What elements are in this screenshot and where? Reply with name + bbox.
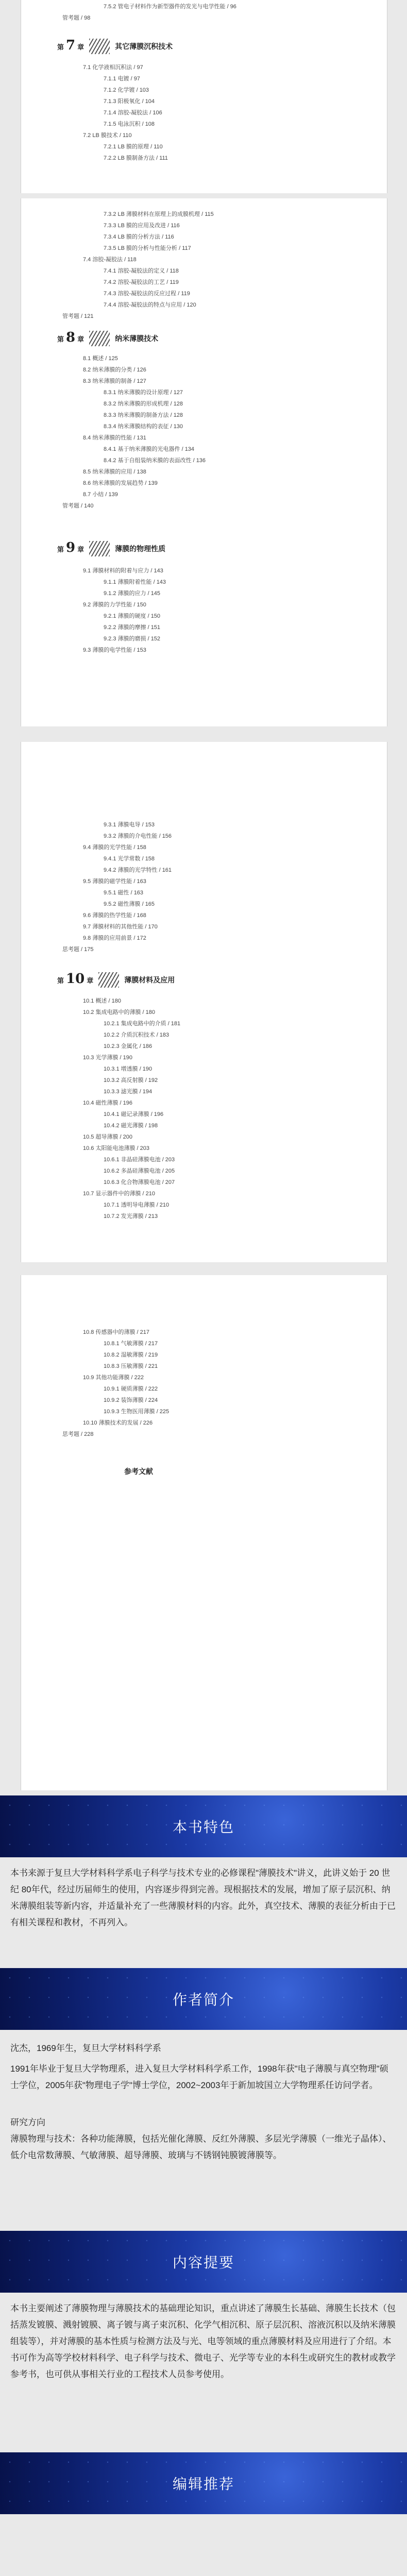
toc-line: 管考题 / 98	[62, 15, 91, 21]
toc-line: 10.8.1 气敏薄膜 / 217	[104, 1341, 158, 1347]
section-title: 本书特色	[172, 1819, 234, 1835]
toc-line: 10.9.3 生物医用薄膜 / 225	[104, 1409, 169, 1415]
toc-line: 10.2.3 金属化 / 186	[104, 1043, 152, 1049]
author-text	[10, 2040, 397, 2164]
toc-line: 7.3.4 LB 膜的分析方法 / 116	[104, 234, 174, 240]
toc-line: 8.3.4 纳米薄膜结构的表征 / 130	[104, 423, 183, 430]
toc-line: 10.8.2 湿敏薄膜 / 219	[104, 1352, 158, 1358]
toc-line: 9.1 薄膜材料的附着与应力 / 143	[83, 568, 163, 574]
toc-line: 9.2.2 薄膜的摩擦 / 151	[104, 624, 161, 631]
toc-line: 10.5 超导薄膜 / 200	[83, 1134, 132, 1140]
summary-text	[10, 2300, 397, 2383]
toc-line: 7.4.2 溶胶-凝胶法的工艺 / 119	[104, 279, 179, 285]
toc-line: 9.6 薄膜的热学性能 / 168	[83, 912, 146, 919]
toc-line: 9.5.2 磁性薄膜 / 165	[104, 901, 155, 907]
author-name: 沈杰，1969年生，复旦大学材料科学系	[10, 2043, 161, 2053]
toc-line: 9.5.1 磁性 / 163	[104, 890, 144, 896]
toc-line: 8.3 纳米薄膜的制备 / 127	[83, 378, 146, 384]
author-bio: 1991年毕业于复旦大学物理系，进入复旦大学材料科学系工作，1998年获"电子薄膜与真空物理"硕士学位，2005年获"物理电子学"博士学位，2002~2003年于新加坡国立大学物理系任访问学者。	[10, 2064, 388, 2090]
paragraph: 本书主要阐述了薄膜物理与薄膜技术的基础理论知识，重点讲述了薄膜生长基础、薄膜生长技术（包括蒸发镀膜、溅射镀膜、离子镀与离子束沉积、化学气相沉积、原子层沉积、溶液沉积以及纳米薄膜组装等），并对薄膜的基本性质与检测方法及与光、电等领域的重点薄膜材料及应用进行了介绍。本书可作为高等学校材料科学、电子科学与技术、微电子、光学等专业的本科生或研究生的教材或教学参考书，也可供从事相关行业的工程技术人员参考使用。	[10, 2303, 396, 2379]
toc-line: 8.2 纳米薄膜的分类 / 126	[83, 367, 146, 373]
toc-line: 10.7.1 透明导电薄膜 / 210	[104, 1202, 169, 1208]
section-title: 作者简介	[172, 1992, 234, 2008]
toc-line: 10.1 概述 / 180	[83, 998, 121, 1004]
toc-line: 9.1.2 薄膜的应力 / 145	[104, 590, 161, 597]
toc-line: 9.2.1 薄膜的硬度 / 150	[104, 613, 161, 619]
toc-line: 7.3.5 LB 膜的分析与性能分析 / 117	[104, 245, 191, 251]
toc-line: 10.10 薄膜技术的发展 / 226	[83, 1420, 153, 1426]
toc-line: 8.6 纳米薄膜的发展趋势 / 139	[83, 480, 158, 486]
toc-line: 10.3 光学薄膜 / 190	[83, 1055, 132, 1061]
toc-line: 7.4 溶胶-凝胶法 / 118	[83, 257, 137, 263]
toc-line: 10.6 太阳能电池薄膜 / 203	[83, 1145, 149, 1151]
toc-line: 9.4.2 薄膜的光学特性 / 161	[104, 867, 172, 873]
toc-line: 8.1 概述 / 125	[83, 355, 118, 362]
chapter-heading	[57, 538, 165, 559]
section-title: 内容提要	[172, 2255, 234, 2270]
chapter-heading	[57, 36, 173, 57]
chapter-decoration	[89, 541, 110, 556]
toc-line: 7.3.3 LB 膜的应用及改进 / 116	[104, 223, 180, 229]
chapter-heading	[57, 970, 175, 990]
toc-line: 9.3.2 薄膜的介电性能 / 156	[104, 833, 172, 839]
section-banner-features	[0, 1795, 407, 1857]
toc-line: 9.4 薄膜的光学性能 / 158	[83, 844, 146, 851]
research-title: 研究方向	[10, 2117, 45, 2127]
chapter-title: 纳米薄膜技术	[115, 334, 159, 343]
toc-line: 8.5 纳米薄膜的应用 / 138	[83, 469, 146, 475]
toc-line: 9.3.1 薄膜电导 / 153	[104, 822, 155, 828]
section-title: 编辑推荐	[172, 2476, 234, 2492]
research-text: 薄膜物理与技术：各种功能薄膜，包括光催化薄膜、反红外薄膜、多层光学薄膜（一维光子晶体）、低介电常数薄膜、气敏薄膜、超导薄膜、玻璃与不锈钢钝膜镀薄膜等。	[10, 2134, 392, 2160]
toc-line: 8.3.3 纳米薄膜的制备方法 / 128	[104, 412, 183, 418]
toc-line: 7.1.3 阳极氧化 / 104	[104, 98, 155, 105]
toc-line: 10.7 显示器件中的薄膜 / 210	[83, 1191, 155, 1197]
toc-line: 7.1.1 电镀 / 97	[104, 76, 140, 82]
toc-line: 10.4.2 磁光薄膜 / 198	[104, 1123, 158, 1129]
toc-line: 10.4 磁性薄膜 / 196	[83, 1100, 132, 1106]
chapter-decoration	[98, 972, 119, 988]
toc-page-3	[21, 742, 387, 1262]
toc-line: 10.8.3 压敏薄膜 / 221	[104, 1363, 158, 1369]
section-banner-recommend	[0, 2452, 407, 2514]
toc-line: 管考题 / 121	[62, 313, 94, 319]
toc-line: 9.1.1 薄膜附着性能 / 143	[104, 579, 166, 585]
chapter-number: 第 10 章	[57, 971, 94, 987]
toc-line: 10.3.3 滤光膜 / 194	[104, 1089, 152, 1095]
toc-line: 10.2.1 集成电路中的介质 / 181	[104, 1021, 181, 1027]
toc-line: 8.3.2 纳米薄膜的形成机理 / 128	[104, 401, 183, 407]
chapter-heading	[57, 328, 158, 349]
toc-line: 7.3.2 LB 薄膜材料在原理上的成膜机理 / 115	[104, 211, 214, 217]
toc-line: 7.2 LB 膜技术 / 110	[83, 132, 132, 139]
chapter-number: 第 8 章	[57, 329, 84, 345]
toc-line: 10.7.2 发光薄膜 / 213	[104, 1213, 158, 1219]
toc-line: 10.6.2 多晶硅薄膜电池 / 205	[104, 1168, 175, 1174]
toc-line: 9.3 薄膜的电学性能 / 153	[83, 647, 146, 653]
toc-line: 9.2.3 薄膜的磨损 / 152	[104, 636, 161, 642]
toc-line: 10.8 传感器中的薄膜 / 217	[83, 1329, 149, 1335]
toc-line: 9.5 薄膜的磁学性能 / 163	[83, 878, 146, 885]
toc-line: 7.5.2 管电子材料作为新型器件的发光与电学性能 / 96	[104, 4, 236, 10]
toc-line: 9.8 薄膜的应用前景 / 172	[83, 935, 146, 941]
toc-line: 7.4.3 溶胶-凝胶法的反应过程 / 119	[104, 291, 190, 297]
chapter-title: 薄膜的物理性质	[115, 545, 166, 553]
chapter-decoration	[89, 39, 110, 54]
toc-line: 7.1 化学液相沉积法 / 97	[83, 64, 143, 71]
chapter-number: 第 7 章	[57, 37, 84, 53]
chapter-title: 其它薄膜沉积技术	[115, 42, 173, 50]
toc-line: 思考题 / 228	[62, 1431, 94, 1437]
toc-line: 8.4.1 基于纳米薄膜的光电器件 / 134	[104, 446, 195, 452]
toc-line: 8.4 纳米薄膜的性能 / 131	[83, 435, 146, 441]
toc-line: 7.1.4 溶胶-凝胶法 / 106	[104, 110, 162, 116]
toc-line: 10.2.2 介质沉积技术 / 183	[104, 1032, 169, 1038]
toc-line: 10.3.1 增透膜 / 190	[104, 1066, 152, 1072]
references-heading: 参考文献	[124, 1467, 153, 1476]
toc-line: 8.3.1 纳米薄膜的设计原理 / 127	[104, 389, 183, 396]
toc-line: 9.4.1 光学常数 / 158	[104, 856, 155, 862]
toc-line: 10.6.3 化合物薄膜电池 / 207	[104, 1179, 175, 1185]
toc-line: 10.9.1 硬质薄膜 / 222	[104, 1386, 158, 1392]
section-banner-summary	[0, 2231, 407, 2293]
paragraph: 本书来源于复旦大学材料科学系电子科学与技术专业的必修课程"薄膜技术"讲义，此讲义始于 20 世纪 80年代，经过历届师生的使用，内容逐步得到完善。现根据技术的发展，增加了原子层沉积、纳米薄膜组装等新内容，并适量补充了一些薄膜材料的内容。此外，真空技术、薄膜的表征分析由于已有相关课程和教材，不再列入。	[10, 1868, 396, 1927]
toc-line: 9.7 薄膜材料的其他性能 / 170	[83, 924, 158, 930]
toc-line: 8.7 小结 / 139	[83, 492, 118, 498]
toc-page-4	[21, 1275, 387, 1790]
toc-line: 思考题 / 175	[62, 946, 94, 953]
toc-line: 7.1.5 电泳沉积 / 108	[104, 121, 155, 127]
features-text	[10, 1865, 397, 1931]
toc-page-1	[21, 0, 387, 193]
chapter-title: 薄膜材料及应用	[124, 976, 175, 984]
toc-line: 7.2.2 LB 膜制备方法 / 111	[104, 155, 168, 161]
toc-line: 10.2 集成电路中的薄膜 / 180	[83, 1009, 155, 1015]
toc-line: 9.2 薄膜的力学性能 / 150	[83, 602, 146, 608]
toc-line: 7.4.4 溶胶-凝胶法的特点与应用 / 120	[104, 302, 196, 308]
toc-line: 7.1.2 化学镀 / 103	[104, 87, 149, 93]
toc-line: 10.9 其他功能薄膜 / 222	[83, 1375, 144, 1381]
toc-line: 管考题 / 140	[62, 503, 94, 509]
toc-line: 8.4.2 基于自组装纳米膜的表面改性 / 136	[104, 457, 206, 464]
toc-line: 10.4.1 磁记录薄膜 / 196	[104, 1111, 164, 1117]
toc-line: 10.3.2 高反射膜 / 192	[104, 1077, 158, 1083]
toc-line: 10.6.1 非晶硅薄膜电池 / 203	[104, 1157, 175, 1163]
toc-line: 10.9.2 装饰薄膜 / 224	[104, 1397, 158, 1403]
toc-page-2	[21, 198, 387, 726]
chapter-number: 第 9 章	[57, 539, 84, 555]
toc-line: 7.4.1 溶胶-凝胶法的定义 / 118	[104, 268, 179, 274]
chapter-decoration	[89, 331, 110, 346]
toc-line: 7.2.1 LB 膜的原理 / 110	[104, 144, 163, 150]
section-banner-author	[0, 1968, 407, 2030]
